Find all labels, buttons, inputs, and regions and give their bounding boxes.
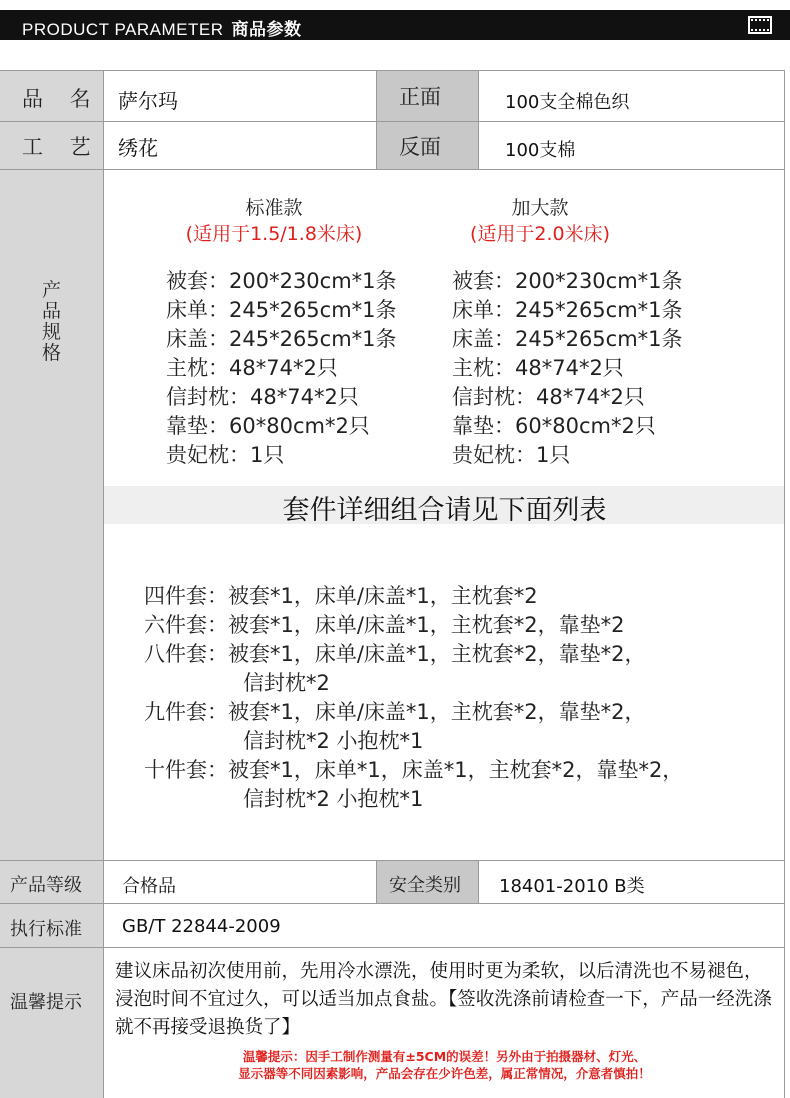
list-item: 靠垫：60*80cm*2只: [166, 414, 370, 438]
tips-warning: [104, 1048, 785, 1082]
name-label-cell: [0, 71, 103, 121]
specs-label-char: 规: [42, 321, 62, 343]
front-label-cell: [377, 71, 478, 121]
list-item: 信封枕：48*74*2只: [452, 385, 645, 409]
specs-content: [104, 170, 785, 485]
header-title: [22, 15, 302, 40]
divider: [0, 121, 785, 122]
specs-label-char: 格: [42, 342, 62, 364]
grade-label: 产品等级: [10, 875, 82, 896]
combo-desc: 被套*1，床单*1，床盖*1，主枕套*2，靠垫*2，: [228, 758, 684, 782]
divider: [103, 71, 104, 1098]
name-label: 品 名: [22, 87, 101, 111]
large-title: 加大款: [511, 197, 569, 219]
list-item: 贵妃枕：1只: [452, 443, 571, 467]
combo-banner: [104, 486, 785, 524]
combo-banner-text: 套件详细组合请见下面列表: [282, 495, 607, 526]
front-value-cell: [479, 71, 785, 121]
divider: [0, 169, 785, 170]
film-strip-icon: [748, 16, 772, 34]
grade-value-cell: [104, 861, 376, 903]
standard-value-cell: [104, 904, 785, 947]
combo-item-cont: 信封枕*2 小抱枕*1: [243, 787, 424, 811]
safety-value: 18401-2010 B类: [499, 876, 645, 897]
combo-content: [104, 525, 785, 860]
divider: [478, 71, 479, 169]
front-label: 正面: [399, 85, 441, 109]
header-title-en: PRODUCT PARAMETER: [22, 20, 224, 39]
combo-item: [144, 611, 683, 640]
parameter-table: [0, 70, 785, 1098]
tips-label: 温馨提示: [10, 992, 82, 1013]
standard-value: GB/T 22844-2009: [122, 916, 281, 937]
combo-item: [144, 640, 683, 669]
divider: [376, 861, 377, 903]
combo-list: [144, 582, 683, 814]
combo-desc: 被套*1，床单/床盖*1，主枕套*2，靠垫*2，: [228, 642, 646, 666]
divider: [376, 71, 377, 169]
specs-label-char: 产: [42, 279, 62, 301]
combo-desc: 被套*1，床单/床盖*1，主枕套*2，靠垫*2: [228, 613, 625, 637]
tips-warning-line: 显示器等不同因素影响，产品会存在少许色差，属正常情况，介意者慎拍！: [238, 1066, 651, 1081]
combo-item: [144, 756, 683, 785]
back-label-cell: [377, 122, 478, 169]
craft-label-cell: [0, 122, 103, 169]
list-item: 信封枕：48*74*2只: [166, 385, 359, 409]
divider: [0, 860, 785, 861]
craft-value-cell: [104, 122, 376, 169]
large-items: [452, 267, 683, 470]
front-value: 100支全棉色织: [505, 92, 630, 113]
header-bar: [0, 10, 790, 40]
list-item: 主枕：48*74*2只: [166, 356, 338, 380]
combo-name: 四件套：: [144, 584, 228, 608]
divider: [0, 947, 785, 948]
tips-text: 建议床品初次使用前，先用冷水漂洗，使用时更为柔软，以后清洗也不易褪色，浸泡时间不宜过久，可以适当加点食盐。【签收洗涤前请检查一下，产品一经洗涤就不再接受退换货了】: [115, 961, 772, 1038]
safety-label: 安全类别: [389, 875, 461, 896]
list-item: 靠垫：60*80cm*2只: [452, 414, 656, 438]
combo-name: 六件套：: [144, 613, 228, 637]
standard-note: (适用于1.5/1.8米床): [185, 223, 363, 245]
safety-label-cell: [377, 861, 478, 903]
name-value: 萨尔玛: [118, 89, 178, 113]
list-item: 床单：245*265cm*1条: [452, 298, 683, 322]
specs-label-char: 品: [42, 300, 62, 322]
specs-label-cell: [0, 170, 103, 860]
list-item: 床单：245*265cm*1条: [166, 298, 397, 322]
combo-desc: 被套*1，床单/床盖*1，主枕套*2，靠垫*2，: [228, 700, 646, 724]
craft-value: 绣花: [118, 136, 158, 160]
tips-label-cell: [0, 948, 103, 1098]
tips-warning-line: 温馨提示：因手工制作测量有±5CM的误差！另外由于拍摄器材、灯光、: [242, 1049, 647, 1064]
name-value-cell: [104, 71, 376, 121]
grade-value: 合格品: [122, 876, 176, 897]
large-note: (适用于2.0米床): [469, 223, 611, 245]
standard-items: [166, 267, 397, 470]
divider: [0, 903, 785, 904]
divider: [784, 71, 785, 1098]
combo-name: 八件套：: [144, 642, 228, 666]
divider: [478, 861, 479, 903]
list-item: 被套：200*230cm*1条: [166, 269, 397, 293]
combo-item-cont: 信封枕*2: [243, 671, 330, 695]
standard-label: 执行标准: [10, 919, 82, 940]
list-item: 被套：200*230cm*1条: [452, 269, 683, 293]
list-item: 床盖：245*265cm*1条: [452, 327, 683, 351]
combo-name: 十件套：: [144, 758, 228, 782]
header-title-cn: 商品参数: [231, 20, 302, 40]
back-value-cell: [479, 122, 785, 169]
list-item: 床盖：245*265cm*1条: [166, 327, 397, 351]
back-value: 100支棉: [505, 140, 576, 161]
list-item: 主枕：48*74*2只: [452, 356, 624, 380]
grade-label-cell: [0, 861, 103, 903]
craft-label: 工 艺: [22, 135, 101, 159]
back-label: 反面: [399, 135, 441, 159]
standard-label-cell: [0, 904, 103, 947]
list-item: 贵妃枕：1只: [166, 443, 285, 467]
combo-item: [144, 582, 683, 611]
standard-title: 标准款: [245, 197, 303, 219]
combo-item: [144, 698, 683, 727]
safety-value-cell: [479, 861, 785, 903]
combo-desc: 被套*1，床单/床盖*1，主枕套*2: [228, 584, 538, 608]
combo-item-cont: 信封枕*2 小抱枕*1: [243, 729, 424, 753]
tips-content: [104, 948, 785, 1098]
combo-name: 九件套：: [144, 700, 228, 724]
specs-label: [42, 280, 64, 364]
